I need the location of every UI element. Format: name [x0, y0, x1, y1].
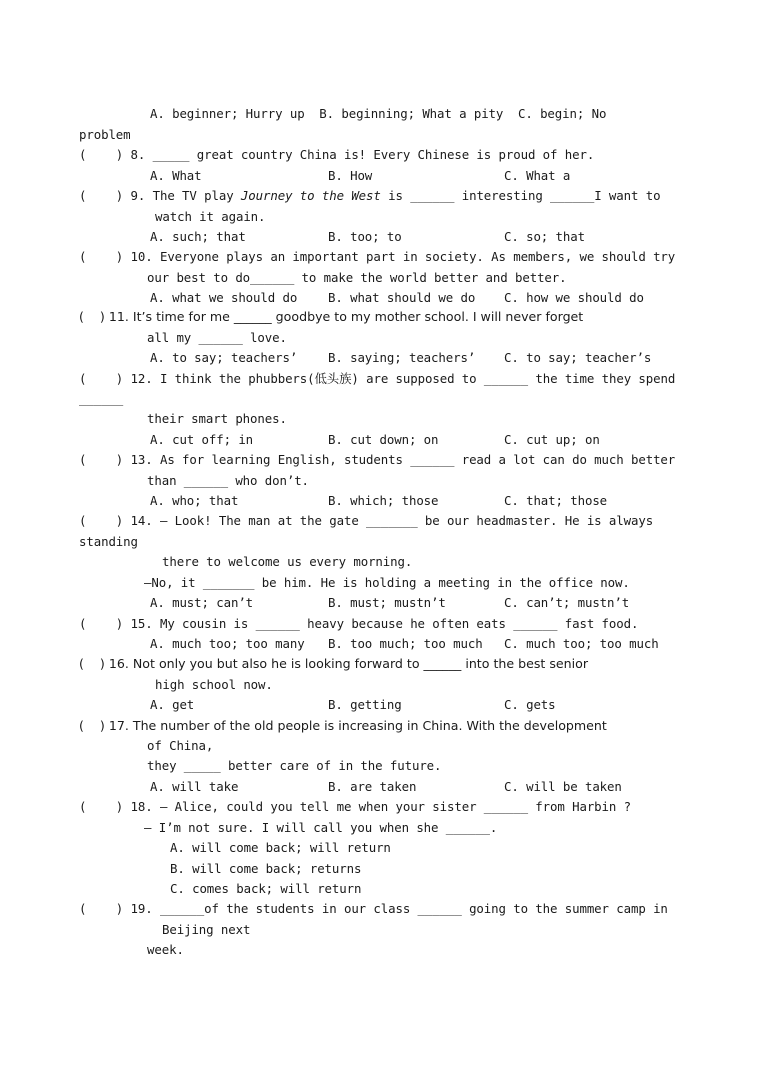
- q17-option-a: A. will take: [150, 779, 239, 794]
- q9-stem-cont: watch it again.: [155, 209, 266, 224]
- q9-stem-end: is ______ interesting ______I want to: [380, 188, 661, 203]
- q16-stem-cont: high school now.: [155, 677, 273, 692]
- q13-option-b: B. which; those: [328, 493, 439, 508]
- q10-option-a: A. what we should do: [150, 290, 298, 305]
- q18-option-c: C. comes back; will return: [170, 881, 362, 896]
- q12-stem: ( ) 12. I think the phubbers(低头族) are supposed to ______ the time they spend: [79, 371, 676, 386]
- q9-option-c: C. so; that: [504, 229, 585, 244]
- q11-stem-cont: all my ______ love.: [147, 330, 287, 345]
- q16-option-a: A. get: [150, 697, 195, 712]
- q8-option-a: A. What: [150, 168, 202, 183]
- q18-option-b: B. will come back; returns: [170, 861, 362, 876]
- q9-stem-start: ( ) 9. The TV play: [79, 188, 241, 203]
- q10-option-b: B. what should we do: [328, 290, 476, 305]
- q10-stem-cont: our best to do______ to make the world better and better.: [147, 270, 567, 285]
- q11-stem: ( ) 11. It’s time for me ______ goodbye to my mother school. I will never forget: [79, 309, 584, 324]
- q14-option-a: A. must; can’t: [150, 595, 254, 610]
- q16-stem: ( ) 16. Not only you but also he is looking forward to ______ into the best senior: [79, 656, 589, 671]
- q13-option-a: A. who; that: [150, 493, 239, 508]
- q12-option-a: A. cut off; in: [150, 432, 254, 447]
- q16-option-c: C. gets: [504, 697, 556, 712]
- q9-title-italic: Journey to the West: [240, 188, 381, 203]
- q17-option-c: C. will be taken: [504, 779, 622, 794]
- q8-option-b: B. How: [328, 168, 373, 183]
- q17-stem: ( ) 17. The number of the old people is increasing in China. With the development: [79, 718, 607, 733]
- q9-stem: [79, 188, 660, 204]
- q14-reply: —No, it _______ be him. He is holding a meeting in the office now.: [144, 575, 630, 590]
- q17-stem-cont-2: they _____ better care of in the future.: [147, 758, 442, 773]
- q8-option-c: C. What a: [504, 168, 571, 183]
- q16-option-b: B. getting: [328, 697, 402, 712]
- q11-option-a: A. to say; teachers’: [150, 350, 298, 365]
- q18-stem: ( ) 18. — Alice, could you tell me when your sister ______ from Harbin ?: [79, 799, 631, 814]
- q9-option-b: B. too; to: [328, 229, 402, 244]
- q17-stem-cont: of China,: [147, 738, 214, 753]
- q15-stem: ( ) 15. My cousin is ______ heavy because he often eats ______ fast food.: [79, 616, 639, 631]
- q14-option-c: C. can’t; mustn’t: [504, 595, 630, 610]
- q13-option-c: C. that; those: [504, 493, 608, 508]
- q14-stem-cont: there to welcome us every morning.: [162, 554, 413, 569]
- q18-reply: — I’m not sure. I will call you when she ______.: [144, 820, 498, 835]
- q14-stem-wrap: standing: [79, 534, 138, 549]
- q12-option-c: C. cut up; on: [504, 432, 600, 447]
- q11-option-b: B. saying; teachers’: [328, 350, 476, 365]
- q10-option-c: C. how we should do: [504, 290, 644, 305]
- q14-option-b: B. must; mustn’t: [328, 595, 446, 610]
- q12-blank-wrap: ______: [79, 391, 124, 406]
- q12-option-b: B. cut down; on: [328, 432, 439, 447]
- q15-option-a: A. much too; too many: [150, 636, 305, 651]
- q8-stem: ( ) 8. _____ great country China is! Every Chinese is proud of her.: [79, 147, 595, 162]
- q9-option-a: A. such; that: [150, 229, 246, 244]
- q13-stem-cont: than ______ who don’t.: [147, 473, 309, 488]
- q19-stem: ( ) 19. ______of the students in our class ______ going to the summer camp in: [79, 901, 668, 916]
- q12-stem-cont: their smart phones.: [147, 411, 287, 426]
- q10-stem: ( ) 10. Everyone plays an important part in society. As members, we should try: [79, 249, 676, 264]
- q14-stem: ( ) 14. — Look! The man at the gate _______ be our headmaster. He is always: [79, 513, 654, 528]
- q13-stem: ( ) 13. As for learning English, students ______ read a lot can do much better: [79, 452, 676, 467]
- q15-option-c: C. much too; too much: [504, 636, 659, 651]
- q18-option-a: A. will come back; will return: [170, 840, 391, 855]
- q19-stem-cont-2: week.: [147, 942, 184, 957]
- q11-option-c: C. to say; teacher’s: [504, 350, 652, 365]
- q17-option-b: B. are taken: [328, 779, 417, 794]
- q19-stem-cont: Beijing next: [162, 922, 251, 937]
- q7-options: A. beginner; Hurry up B. beginning; What a pity C. begin; No: [150, 106, 607, 121]
- q7-options-wrap: problem: [79, 127, 131, 142]
- q15-option-b: B. too much; too much: [328, 636, 483, 651]
